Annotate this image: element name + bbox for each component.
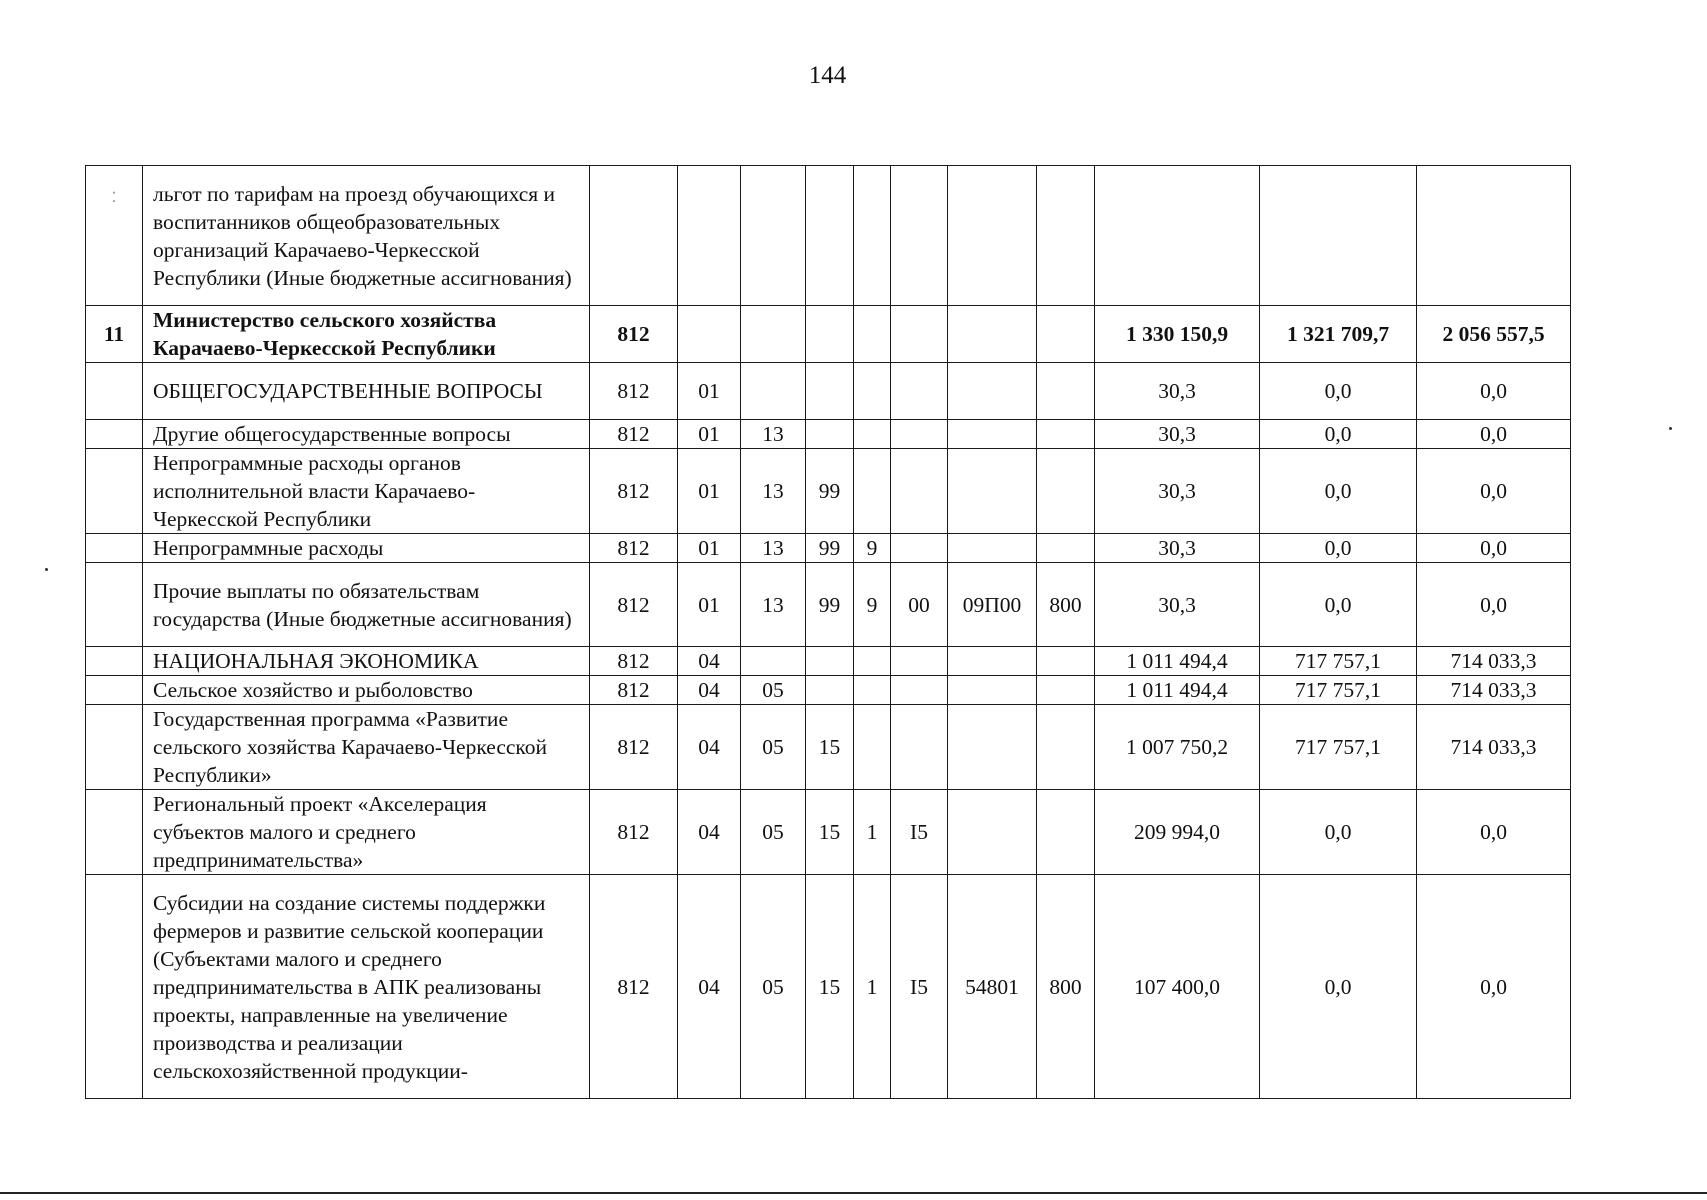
cell-csr-3 <box>891 363 948 420</box>
cell-rz: 04 <box>678 676 741 705</box>
cell-vr <box>1037 790 1095 875</box>
cell-gr: 812 <box>590 420 678 449</box>
row-name: ОБЩЕГОСУДАРСТВЕННЫЕ ВОПРОСЫ <box>143 363 590 420</box>
row-name: Государственная программа «Развитие сельского хозяйства Карачаево-Черкесской Республики» <box>143 705 590 790</box>
row-name: Министерство сельского хозяйства Карачаево-Черкесской Республики <box>143 306 590 363</box>
cell-rz: 01 <box>678 363 741 420</box>
row-number <box>86 875 143 1099</box>
row-number <box>86 647 143 676</box>
cell-csr-1: 99 <box>806 449 854 534</box>
cell-pr <box>741 166 806 306</box>
table-row <box>86 676 1571 705</box>
cell-csr-2: 1 <box>854 875 891 1099</box>
cell-csr-2 <box>854 676 891 705</box>
cell-csr-4 <box>948 676 1037 705</box>
row-number <box>86 420 143 449</box>
cell-csr-3 <box>891 166 948 306</box>
cell-rz: 04 <box>678 875 741 1099</box>
cell-rz: 04 <box>678 705 741 790</box>
page-bottom-rule <box>0 1192 1707 1194</box>
cell-vr <box>1037 420 1095 449</box>
cell-csr-3 <box>891 420 948 449</box>
cell-csr-4 <box>948 363 1037 420</box>
table-row <box>86 875 1571 1099</box>
cell-csr-4 <box>948 705 1037 790</box>
cell-sum-3: 0,0 <box>1417 563 1571 647</box>
cell-vr <box>1037 705 1095 790</box>
row-name: НАЦИОНАЛЬНАЯ ЭКОНОМИКА <box>143 647 590 676</box>
cell-csr-4 <box>948 534 1037 563</box>
table-row <box>86 534 1571 563</box>
table-row <box>86 420 1571 449</box>
cell-sum-2: 717 757,1 <box>1260 705 1417 790</box>
cell-pr <box>741 647 806 676</box>
cell-rz <box>678 306 741 363</box>
table-row <box>86 705 1571 790</box>
cell-pr: 13 <box>741 534 806 563</box>
row-name: Другие общегосударственные вопросы <box>143 420 590 449</box>
cell-gr <box>590 166 678 306</box>
cell-sum-1: 1 011 494,4 <box>1095 647 1260 676</box>
cell-sum-3: 2 056 557,5 <box>1417 306 1571 363</box>
cell-csr-2 <box>854 705 891 790</box>
cell-vr <box>1037 534 1095 563</box>
cell-pr: 05 <box>741 676 806 705</box>
cell-csr-2: 9 <box>854 534 891 563</box>
row-number <box>86 705 143 790</box>
cell-csr-4 <box>948 790 1037 875</box>
cell-csr-1 <box>806 420 854 449</box>
cell-sum-1 <box>1095 166 1260 306</box>
cell-gr: 812 <box>590 790 678 875</box>
cell-vr <box>1037 647 1095 676</box>
cell-pr: 13 <box>741 563 806 647</box>
cell-sum-1: 1 011 494,4 <box>1095 676 1260 705</box>
table-row <box>86 790 1571 875</box>
cell-sum-2: 0,0 <box>1260 875 1417 1099</box>
cell-csr-2 <box>854 166 891 306</box>
cell-csr-2 <box>854 306 891 363</box>
cell-pr: 05 <box>741 875 806 1099</box>
cell-csr-3 <box>891 306 948 363</box>
cell-sum-1: 30,3 <box>1095 449 1260 534</box>
table-row <box>86 306 1571 363</box>
cell-csr-2 <box>854 363 891 420</box>
cell-pr: 05 <box>741 790 806 875</box>
cell-sum-2 <box>1260 166 1417 306</box>
cell-csr-1: 99 <box>806 534 854 563</box>
cell-csr-1 <box>806 647 854 676</box>
cell-sum-1: 30,3 <box>1095 534 1260 563</box>
cell-csr-2 <box>854 647 891 676</box>
cell-gr: 812 <box>590 875 678 1099</box>
cell-csr-4 <box>948 420 1037 449</box>
cell-sum-2: 0,0 <box>1260 363 1417 420</box>
row-number: 11 <box>86 306 143 363</box>
row-number <box>86 534 143 563</box>
cell-pr: 13 <box>741 449 806 534</box>
row-name: Региональный проект «Акселерация субъектов малого и среднего предпринимательства» <box>143 790 590 875</box>
cell-csr-2 <box>854 420 891 449</box>
cell-rz: 01 <box>678 534 741 563</box>
cell-sum-1: 209 994,0 <box>1095 790 1260 875</box>
cell-csr-3 <box>891 534 948 563</box>
cell-csr-1: 15 <box>806 875 854 1099</box>
budget-table <box>85 165 1571 1099</box>
cell-sum-2: 717 757,1 <box>1260 676 1417 705</box>
cell-sum-2: 0,0 <box>1260 449 1417 534</box>
cell-sum-2: 0,0 <box>1260 563 1417 647</box>
scan-speck <box>1669 427 1672 430</box>
cell-csr-4 <box>948 306 1037 363</box>
cell-csr-3: 00 <box>891 563 948 647</box>
scan-mark: ⁚ <box>86 166 143 306</box>
cell-sum-2: 0,0 <box>1260 420 1417 449</box>
cell-csr-3: I5 <box>891 790 948 875</box>
cell-csr-4 <box>948 647 1037 676</box>
page-number: 144 <box>808 62 847 89</box>
table-row <box>86 449 1571 534</box>
cell-gr: 812 <box>590 449 678 534</box>
row-number <box>86 676 143 705</box>
cell-sum-3: 0,0 <box>1417 790 1571 875</box>
cell-csr-4 <box>948 449 1037 534</box>
cell-gr: 812 <box>590 534 678 563</box>
cell-sum-1: 107 400,0 <box>1095 875 1260 1099</box>
cell-rz: 04 <box>678 790 741 875</box>
cell-sum-2: 717 757,1 <box>1260 647 1417 676</box>
cell-gr: 812 <box>590 676 678 705</box>
cell-sum-3: 714 033,3 <box>1417 705 1571 790</box>
cell-sum-2: 0,0 <box>1260 790 1417 875</box>
cell-sum-3: 0,0 <box>1417 449 1571 534</box>
cell-csr-1 <box>806 166 854 306</box>
cell-sum-3: 0,0 <box>1417 363 1571 420</box>
cell-gr: 812 <box>590 563 678 647</box>
cell-sum-1: 30,3 <box>1095 420 1260 449</box>
cell-csr-2: 9 <box>854 563 891 647</box>
cell-gr: 812 <box>590 647 678 676</box>
cell-pr <box>741 306 806 363</box>
cell-vr: 800 <box>1037 563 1095 647</box>
table-row <box>86 166 1571 306</box>
cell-csr-3 <box>891 676 948 705</box>
cell-csr-1 <box>806 676 854 705</box>
cell-gr: 812 <box>590 363 678 420</box>
table-row <box>86 563 1571 647</box>
cell-sum-3: 714 033,3 <box>1417 647 1571 676</box>
cell-gr: 812 <box>590 705 678 790</box>
row-name: Субсидии на создание системы поддержки фермеров и развитие сельской кооперации (Субъектами малого и среднего предпринимательства в АПК реализованы проекты, направленные на увеличение производства и реализации сельскохозяйственной продукции- <box>143 875 590 1099</box>
cell-sum-1: 1 330 150,9 <box>1095 306 1260 363</box>
cell-csr-4 <box>948 166 1037 306</box>
row-name: Сельское хозяйство и рыболовство <box>143 676 590 705</box>
table-row <box>86 647 1571 676</box>
cell-sum-3: 0,0 <box>1417 420 1571 449</box>
cell-csr-2: 1 <box>854 790 891 875</box>
cell-vr <box>1037 306 1095 363</box>
table-row <box>86 363 1571 420</box>
cell-rz: 04 <box>678 647 741 676</box>
cell-sum-1: 30,3 <box>1095 563 1260 647</box>
cell-sum-2: 1 321 709,7 <box>1260 306 1417 363</box>
cell-sum-3 <box>1417 166 1571 306</box>
row-name: льгот по тарифам на проезд обучающихся и воспитанников общеобразовательных организаций Карачаево-Черкесской Республики (Иные бюджетные ассигнования) <box>143 166 590 306</box>
cell-pr: 13 <box>741 420 806 449</box>
cell-rz: 01 <box>678 420 741 449</box>
cell-vr: 800 <box>1037 875 1095 1099</box>
cell-sum-2: 0,0 <box>1260 534 1417 563</box>
cell-sum-3: 0,0 <box>1417 875 1571 1099</box>
cell-rz: 01 <box>678 563 741 647</box>
row-number <box>86 563 143 647</box>
cell-csr-2 <box>854 449 891 534</box>
cell-sum-1: 30,3 <box>1095 363 1260 420</box>
cell-pr: 05 <box>741 705 806 790</box>
cell-vr <box>1037 449 1095 534</box>
cell-csr-4: 09П00 <box>948 563 1037 647</box>
cell-vr <box>1037 363 1095 420</box>
scan-speck <box>45 568 48 571</box>
cell-sum-1: 1 007 750,2 <box>1095 705 1260 790</box>
row-name: Прочие выплаты по обязательствам государства (Иные бюджетные ассигнования) <box>143 563 590 647</box>
cell-csr-1: 15 <box>806 705 854 790</box>
row-name: Непрограммные расходы органов исполнительной власти Карачаево-Черкесской Республики <box>143 449 590 534</box>
cell-csr-4: 54801 <box>948 875 1037 1099</box>
cell-gr: 812 <box>590 306 678 363</box>
cell-csr-1: 15 <box>806 790 854 875</box>
cell-rz <box>678 166 741 306</box>
row-number <box>86 790 143 875</box>
row-number <box>86 449 143 534</box>
cell-sum-3: 0,0 <box>1417 534 1571 563</box>
cell-vr <box>1037 166 1095 306</box>
cell-csr-3 <box>891 647 948 676</box>
cell-csr-3: I5 <box>891 875 948 1099</box>
cell-csr-1 <box>806 306 854 363</box>
cell-vr <box>1037 676 1095 705</box>
cell-rz: 01 <box>678 449 741 534</box>
cell-sum-3: 714 033,3 <box>1417 676 1571 705</box>
row-name: Непрограммные расходы <box>143 534 590 563</box>
cell-csr-1: 99 <box>806 563 854 647</box>
cell-pr <box>741 363 806 420</box>
cell-csr-1 <box>806 363 854 420</box>
cell-csr-3 <box>891 449 948 534</box>
row-number <box>86 363 143 420</box>
cell-csr-3 <box>891 705 948 790</box>
